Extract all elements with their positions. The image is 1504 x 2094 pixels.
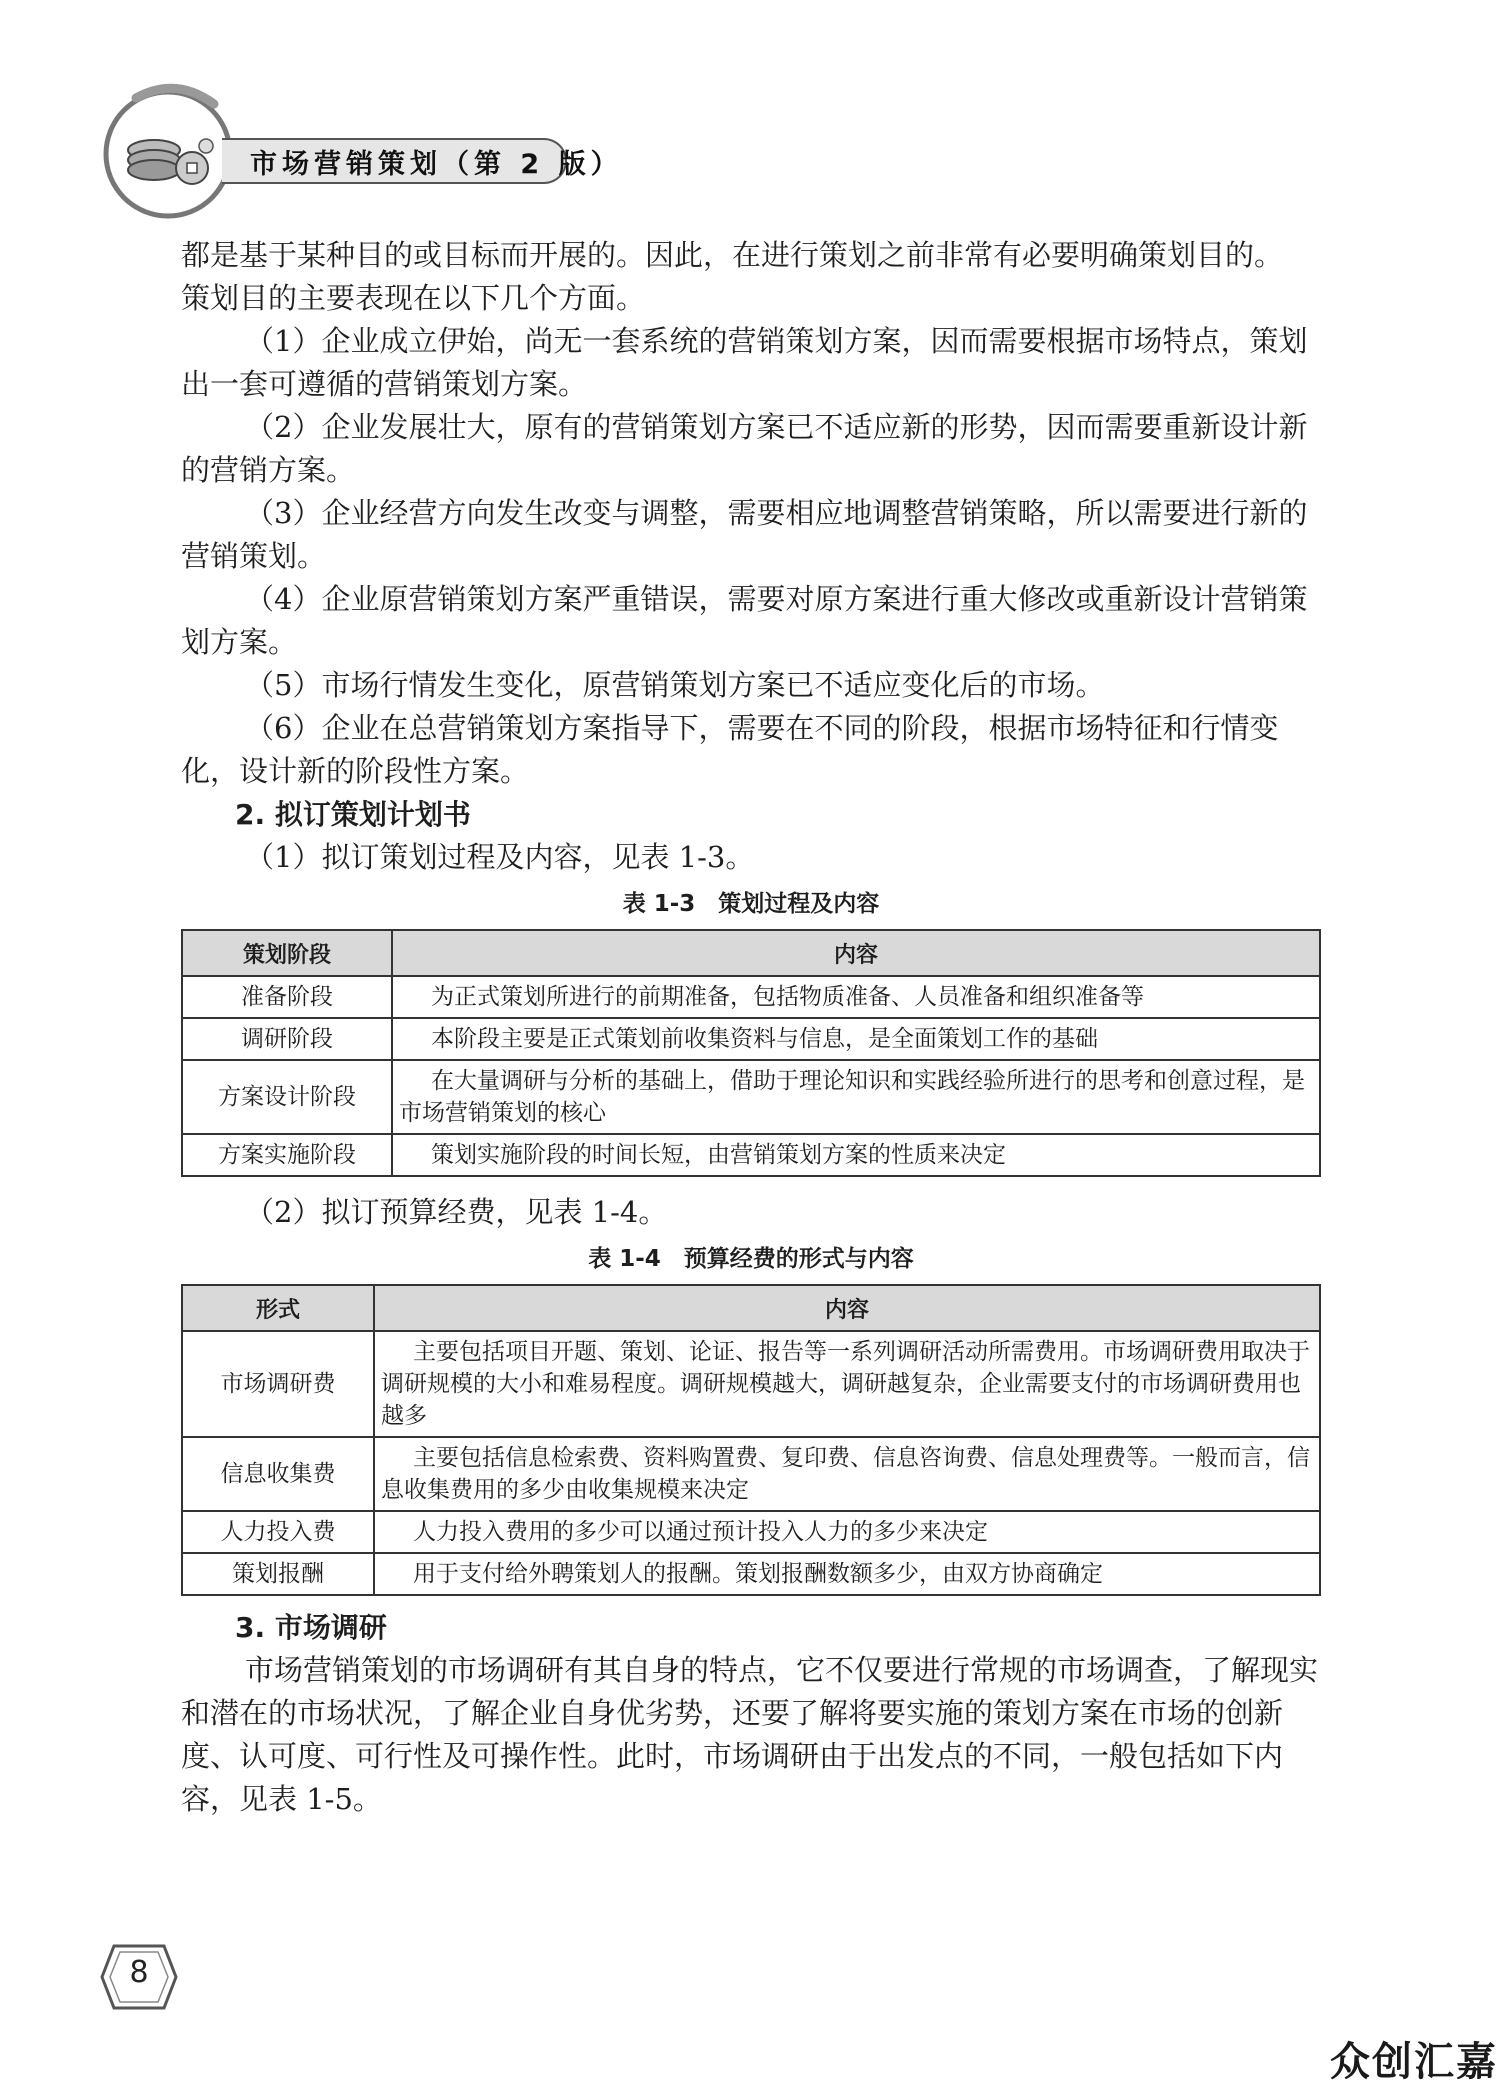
column-header: 策划阶段	[182, 930, 392, 976]
content-cell: 用于支付给外聘策划人的报酬。策划报酬数额多少，由双方协商确定	[374, 1553, 1320, 1595]
column-header: 内容	[392, 930, 1320, 976]
form-cell: 策划报酬	[182, 1553, 374, 1595]
table-row	[182, 1134, 1320, 1176]
form-cell: 市场调研费	[182, 1331, 374, 1437]
table-row	[182, 1331, 1320, 1437]
section2-item-1: （1）拟订策划过程及内容，见表 1-3。	[245, 840, 755, 874]
table-row	[182, 1511, 1320, 1553]
content-cell: 在大量调研与分析的基础上，借助于理论知识和实践经验所进行的思考和创意过程，是市场营销策划的核心	[392, 1060, 1320, 1134]
content-cell: 策划实施阶段的时间长短，由营销策划方案的性质来决定	[392, 1134, 1320, 1176]
purpose-item-6: （6）企业在总营销策划方案指导下，需要在不同的阶段，根据市场特征和行情变化，设计新的阶段性方案。	[181, 711, 1279, 788]
content-cell: 主要包括项目开题、策划、论证、报告等一系列调研活动所需费用。市场调研费用取决于调研规模的大小和难易程度。调研规模越大，调研越复杂，企业需要支付的市场调研费用也越多	[374, 1331, 1320, 1437]
table-row	[182, 976, 1320, 1018]
intro-line: 策划目的主要表现在以下几个方面。	[181, 281, 646, 315]
form-cell: 人力投入费	[182, 1511, 374, 1553]
main-content	[181, 234, 1321, 1821]
purpose-item-3: （3）企业经营方向发生改变与调整，需要相应地调整营销策略，所以需要进行新的营销策划。	[181, 496, 1308, 573]
table-row	[182, 1437, 1320, 1511]
stage-cell: 准备阶段	[182, 976, 392, 1018]
stage-cell: 方案实施阶段	[182, 1134, 392, 1176]
purpose-item-5: （5）市场行情发生变化，原营销策划方案已不适应变化后的市场。	[245, 668, 1105, 702]
section-heading-2: 2. 拟订策划计划书	[235, 798, 471, 831]
table-1-4	[181, 1284, 1321, 1596]
table-1-4-caption: 表 1-4 预算经费的形式与内容	[588, 1246, 914, 1272]
table-1-3	[181, 929, 1321, 1177]
watermark: 众创汇嘉	[1330, 2039, 1498, 2085]
content-cell: 人力投入费用的多少可以通过预计投入人力的多少来决定	[374, 1511, 1320, 1553]
table-header-row	[182, 930, 1320, 976]
column-header: 内容	[374, 1285, 1320, 1331]
form-cell: 信息收集费	[182, 1437, 374, 1511]
section2-item-2: （2）拟订预算经费，见表 1-4。	[245, 1195, 668, 1229]
section3-paragraph: 市场营销策划的市场调研有其自身的特点，它不仅要进行常规的市场调查，了解现实和潜在的市场状况，了解企业自身优劣势，还要了解将要实施的策划方案在市场的创新度、认可度、可行性及可操作性。此时，市场调研由于出发点的不同，一般包括如下内容，见表 1-5。	[181, 1653, 1319, 1816]
content-cell: 本阶段主要是正式策划前收集资料与信息，是全面策划工作的基础	[392, 1018, 1320, 1060]
table-1-3-caption: 表 1-3 策划过程及内容	[622, 891, 880, 917]
content-cell: 主要包括信息检索费、资料购置费、复印费、信息咨询费、信息处理费等。一般而言，信息收集费用的多少由收集规模来决定	[374, 1437, 1320, 1511]
stage-cell: 方案设计阶段	[182, 1060, 392, 1134]
intro-line: 都是基于某种目的或目标而开展的。因此，在进行策划之前非常有必要明确策划目的。	[181, 238, 1284, 272]
content-cell: 为正式策划所进行的前期准备，包括物质准备、人员准备和组织准备等	[392, 976, 1320, 1018]
column-header: 形式	[182, 1285, 374, 1331]
table-row	[182, 1018, 1320, 1060]
stage-cell: 调研阶段	[182, 1018, 392, 1060]
table-header-row	[182, 1285, 1320, 1331]
page-number: 8	[129, 1955, 149, 1990]
purpose-item-1: （1）企业成立伊始，尚无一套系统的营销策划方案，因而需要根据市场特点，策划出一套可遵循的营销策划方案。	[181, 324, 1308, 401]
table-row	[182, 1060, 1320, 1134]
purpose-item-2: （2）企业发展壮大，原有的营销策划方案已不适应新的形势，因而需要重新设计新的营销方案。	[181, 410, 1308, 487]
purpose-item-4: （4）企业原营销策划方案严重错误，需要对原方案进行重大修改或重新设计营销策划方案。	[181, 582, 1308, 659]
table-row	[182, 1553, 1320, 1595]
book-title: 市场营销策划（第 2 版）	[250, 149, 623, 180]
section-heading-3: 3. 市场调研	[235, 1611, 387, 1644]
